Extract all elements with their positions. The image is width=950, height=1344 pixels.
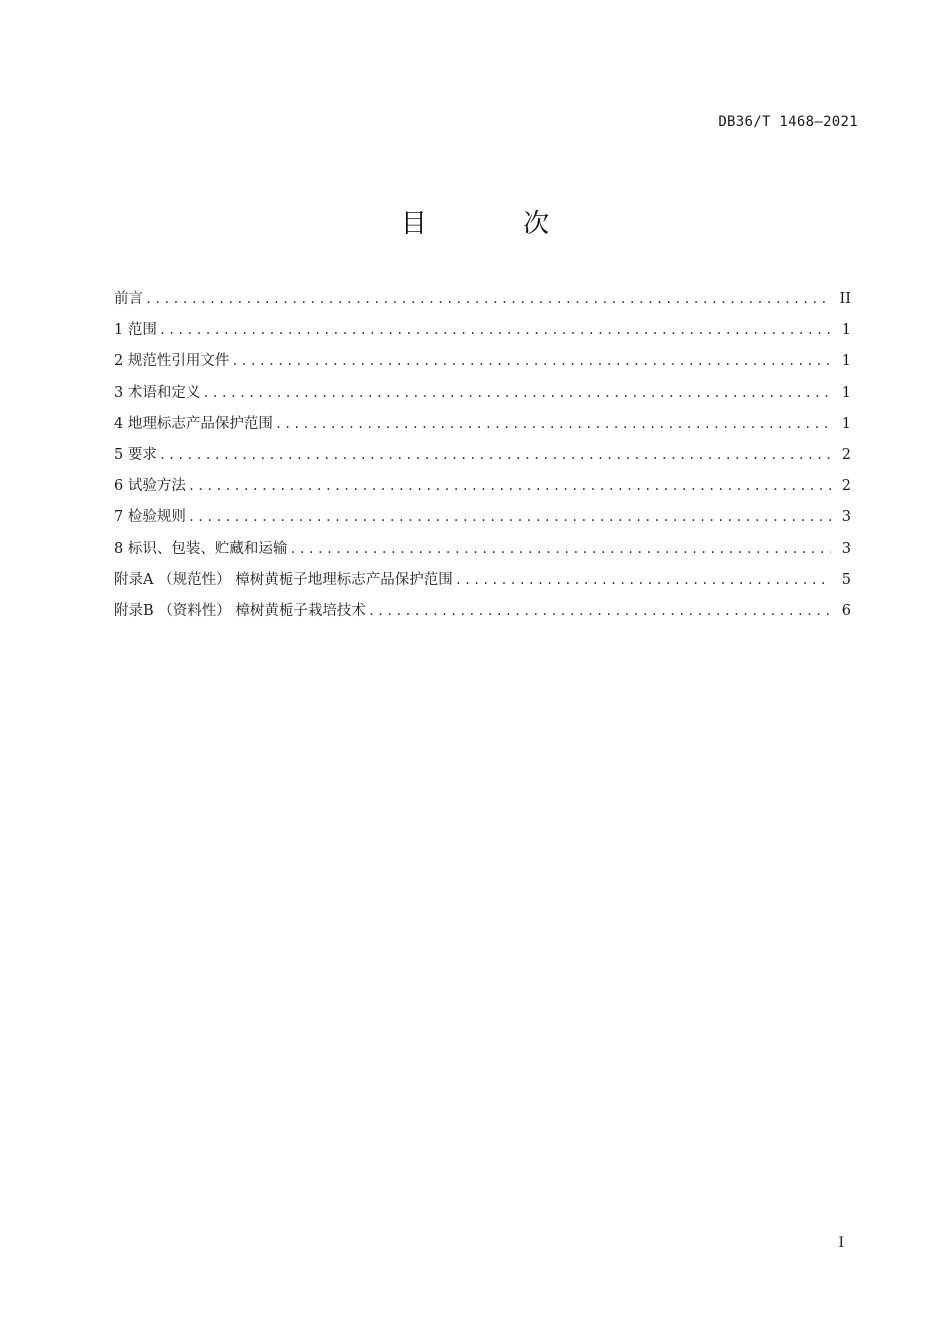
toc-entry-page: 2 [841,478,851,495]
toc-entry-appendix-b[interactable] [114,596,851,627]
toc-entry-page: 1 [841,353,851,370]
toc-entry-label: 6 试验方法 [114,478,186,495]
toc-entry-4[interactable] [114,409,851,440]
toc-entry-page: 3 [841,540,851,557]
toc-entry-1[interactable] [114,315,851,346]
dot-leader [188,471,831,502]
dot-leader [188,502,831,533]
toc-entry-page: II [839,291,851,307]
toc-entry-label: 前言 [114,291,143,307]
toc-entry-7[interactable] [114,502,851,533]
dot-leader [202,378,831,409]
toc-entry-label: 7 检验规则 [114,509,186,526]
toc-entry-label: 5 要求 [114,446,157,463]
toc-entry-label: 附录A （规范性） 樟树黄栀子地理标志产品保护范围 [114,571,453,588]
dot-leader [455,565,831,596]
dot-leader [289,534,831,565]
toc-entry-page: 1 [841,384,851,401]
dot-leader [368,596,831,627]
dot-leader [159,315,831,346]
toc-entry-8[interactable] [114,534,851,565]
toc-entry-page: 1 [841,322,851,339]
toc-entry-label: 8 标识、包装、贮藏和运输 [114,540,288,557]
page-number: I [838,1235,844,1251]
toc-entry-page: 6 [841,602,851,619]
toc-entry-6[interactable] [114,471,851,502]
toc-entry-3[interactable] [114,378,851,409]
toc-entry-page: 5 [841,571,851,588]
toc-entry-appendix-a[interactable] [114,565,851,596]
toc-entry-page: 3 [841,509,851,526]
toc-entry-2[interactable] [114,346,851,377]
dot-leader [159,440,831,471]
toc-entry-page: 1 [841,415,851,432]
toc-entry-label: 4 地理标志产品保护范围 [114,415,273,432]
toc-entry-5[interactable] [114,440,851,471]
toc-entry-foreword[interactable] [114,284,851,315]
toc-entry-label: 附录B （资料性） 樟树黄栀子栽培技术 [114,602,366,619]
dot-leader [275,409,831,440]
document-code: DB36/T 1468—2021 [718,114,858,130]
toc-entry-label: 3 术语和定义 [114,384,201,401]
table-of-contents [114,284,851,627]
toc-entry-label: 1 范围 [114,322,157,339]
toc-title: 目 次 [400,209,594,239]
toc-entry-page: 2 [841,446,851,463]
toc-entry-label: 2 规范性引用文件 [114,353,230,370]
dot-leader [145,284,831,315]
dot-leader [231,346,831,377]
